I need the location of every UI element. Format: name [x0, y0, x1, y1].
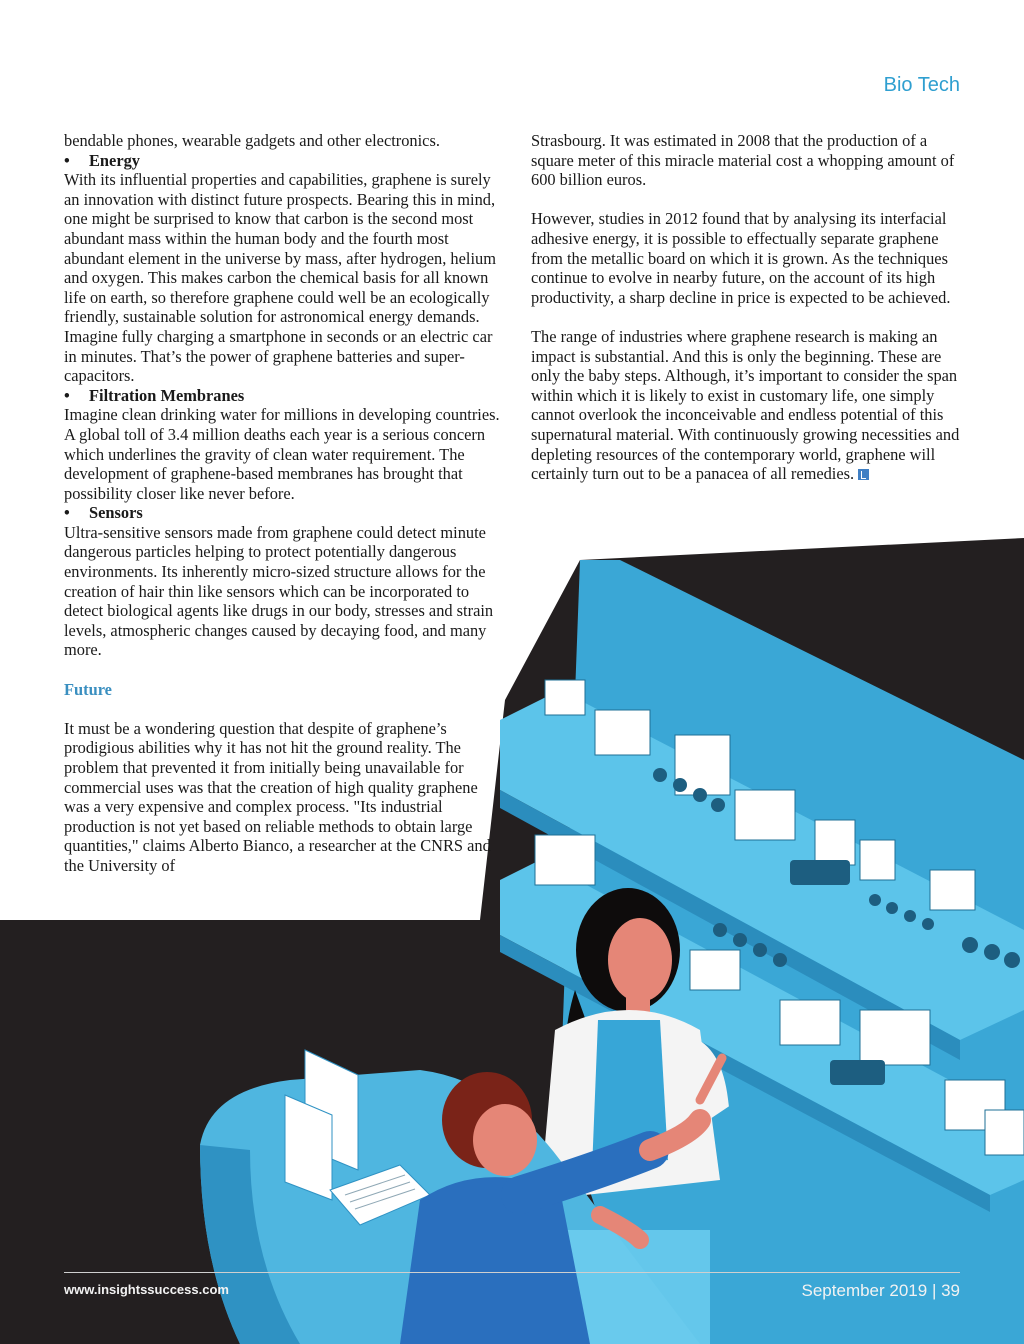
footer-divider	[64, 1272, 960, 1273]
paragraph: Strasbourg. It was estimated in 2008 that the production of a square meter of this miracle material cost a whopping amount of 600 billion euros.	[531, 131, 955, 190]
bullet-heading-sensors	[64, 503, 504, 523]
bullet-icon: •	[64, 385, 70, 405]
bullet-heading-filtration	[64, 386, 504, 406]
paragraph-text: The range of industries where graphene research is making an impact is substantial. And this is only the beginning. These are only the baby steps. Although, it’s important to consider the span within which it is likely to exist in customary life, one simply cannot overlook the inconceivable and endless potential of this supernatural material. With continuously growing necessities and depleting resources of the contemporary world, graphene will certainly turn out to be a panacea of all remedies.	[531, 326, 960, 484]
paragraph: However, studies in 2012 found that by analysing its interfacial adhesive energy, it is possible to effectually separate graphene from the metallic board on which it is grown. As the techniques continue to evolve in nearby future, on the account of its high productivity, a sharp decline in price is expected to be achieved.	[531, 209, 951, 307]
heading-label: Filtration Membranes	[89, 385, 245, 405]
heading-label: Sensors	[89, 503, 143, 523]
bullet-heading-energy	[64, 151, 504, 171]
paragraph-final	[531, 327, 961, 484]
footer-url: www.insightssuccess.com	[64, 1282, 229, 1297]
paragraph: Ultra-sensitive sensors made from graphene could detect minute dangerous particles helping to protect potentially dangerous environments. Its inherently micro-sized structure allows for the creation of hair thin like sensors which can be incorporated to detect biological agents like drugs in our body, stresses and strain levels, atmospheric changes caused by decaying food, and many more.	[64, 522, 494, 660]
future-heading: Future	[64, 679, 112, 699]
section-tag: Bio Tech	[883, 74, 960, 96]
bullet-icon: •	[64, 503, 70, 523]
heading-label: Energy	[89, 150, 140, 170]
end-mark-icon	[858, 469, 869, 480]
footer-page-number: September 2019 | 39	[801, 1281, 960, 1300]
left-column	[64, 131, 504, 876]
right-column	[531, 131, 961, 484]
paragraph: It must be a wondering question that despite of graphene’s prodigious abilities why it has not hit the ground reality. The problem that prevented it from initially being unavailable for commercial uses was that the creation of high quality graphene was a very expensive and complex process. "Its industrial production is not yet based on reliable methods to obtain large quantities," claims Alberto Bianco, a researcher at the CNRS and the University of	[64, 718, 491, 875]
paragraph: Imagine clean drinking water for millions in developing countries. A global toll of 3.4 million deaths each year is a serious concern which underlines the gravity of clean water requirement. The development of graphene-based membranes has brought that possibility closer like never before.	[64, 405, 500, 503]
paragraph: bendable phones, wearable gadgets and other electronics.	[64, 131, 440, 150]
bullet-icon: •	[64, 150, 70, 170]
paragraph: With its influential properties and capabilities, graphene is surely an innovation with distinct future prospects. Bearing this in mind, one might be surprised to know that carbon is the second most abundant mass within the human body and the fourth most abundant element in the universe by mass, after hydrogen, helium and oxygen. This makes carbon the chemical basis for all known life on earth, so therefore graphene could well be an ecologically friendly, sustainable solution for astronomical energy demands. Imagine fully charging a smartphone in seconds or an electric car in minutes. That’s the power of graphene batteries and super-capacitors.	[64, 170, 496, 386]
